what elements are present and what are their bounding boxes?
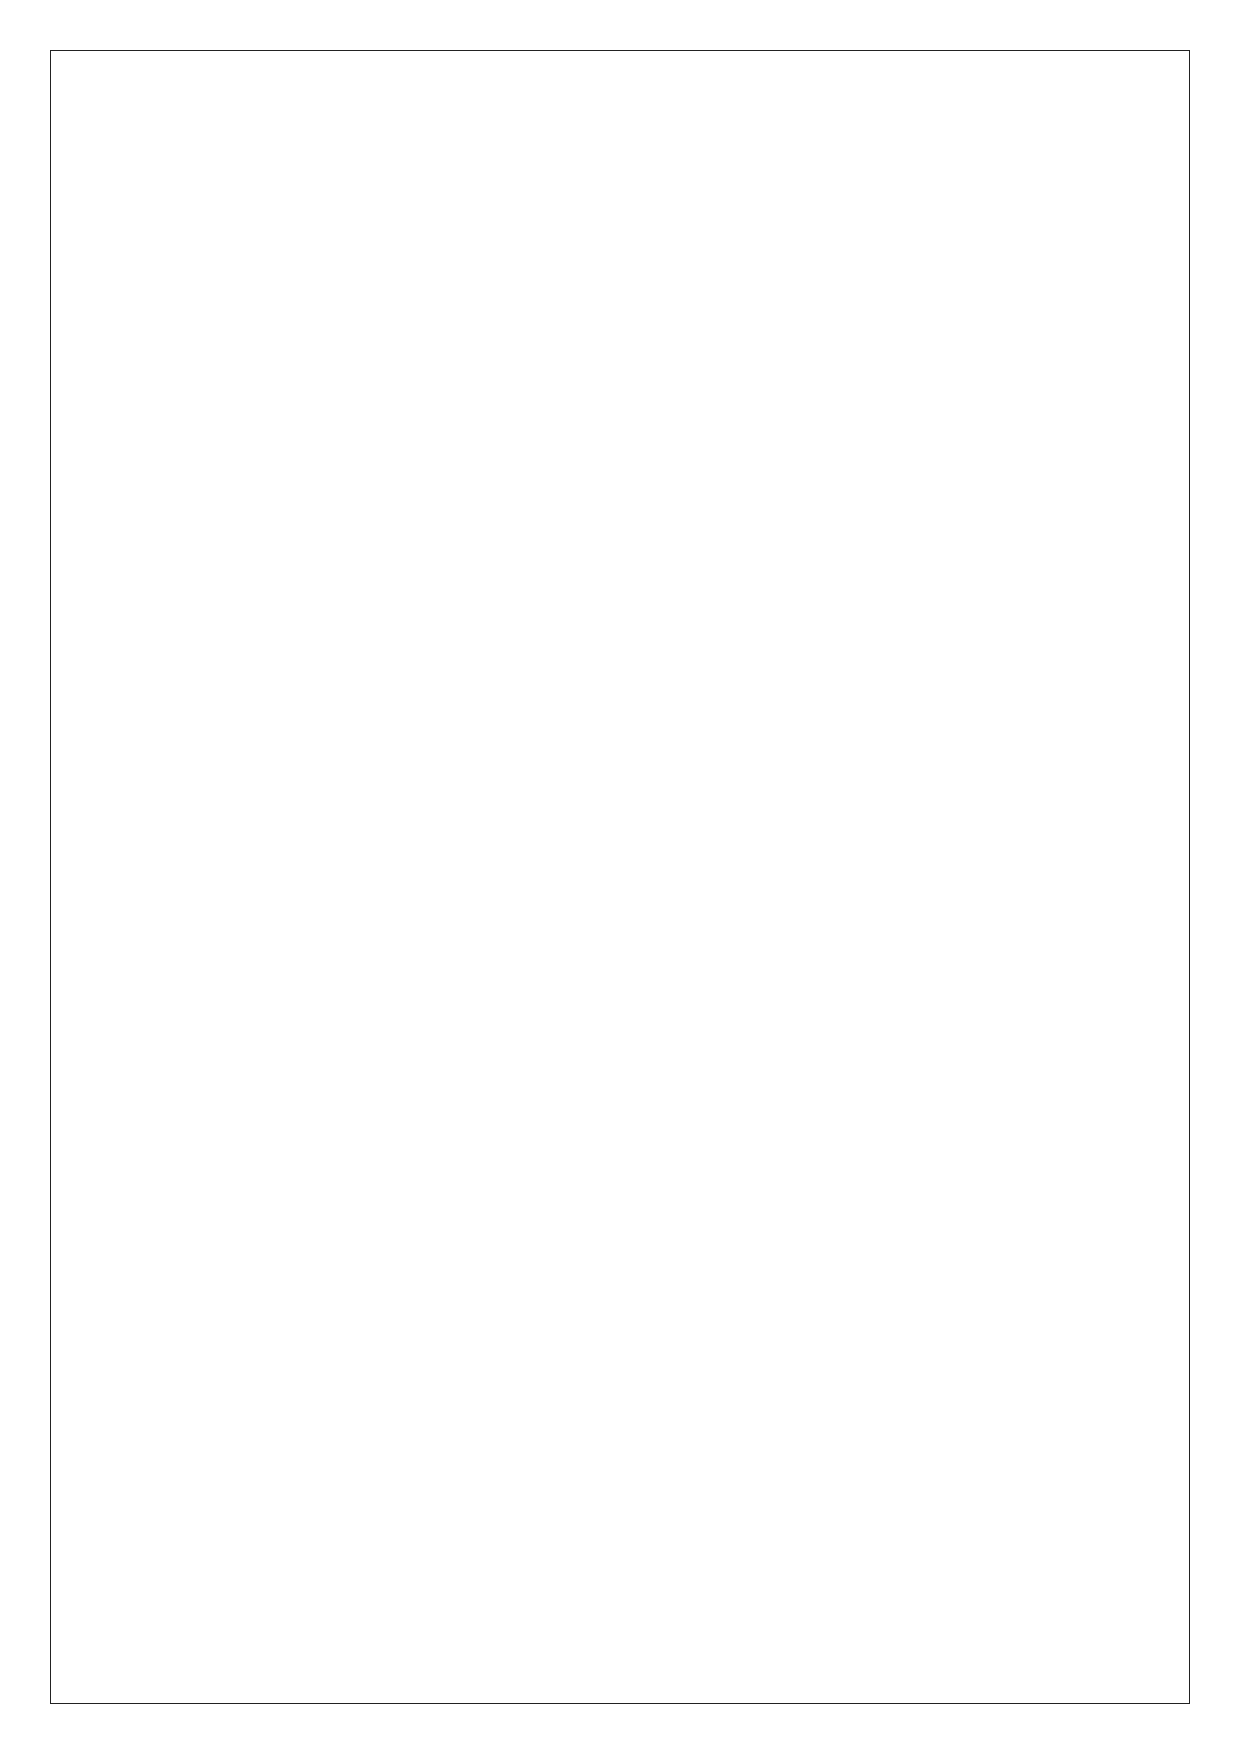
page-footer <box>0 1618 1241 1640</box>
page-border <box>50 50 1190 1704</box>
